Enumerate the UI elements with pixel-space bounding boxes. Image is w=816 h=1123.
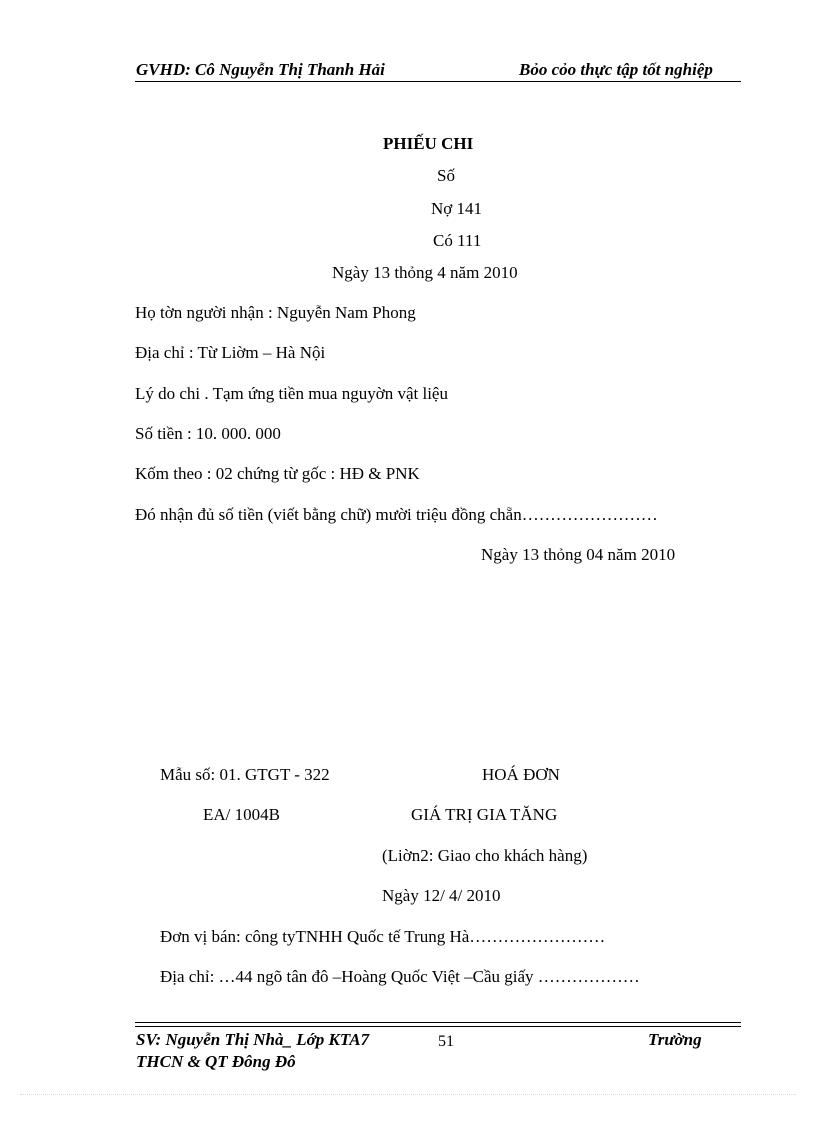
invoice-address: Địa chỉ: …44 ngõ tân đô –Hoàng Quốc Việt –Cầu giấy ……………… xyxy=(160,967,640,986)
footer-rule-top xyxy=(135,1022,741,1023)
header-right: Bỏo cỏo thực tập tốt nghiệp xyxy=(519,60,713,79)
footer-rule-bottom xyxy=(135,1026,741,1027)
invoice-title-vat: GIÁ TRỊ GIA TĂNG xyxy=(411,805,558,824)
page-number: 51 xyxy=(438,1033,454,1050)
invoice-copy: (Liờn2: Giao cho khách hàng) xyxy=(382,846,588,865)
recipient-address: Địa chỉ : Từ Liờm – Hà Nội xyxy=(135,343,326,362)
invoice-seller: Đơn vị bán: công tyTNHH Quốc tế Trung Hà…………………… xyxy=(160,927,606,946)
payment-amount: Số tiền : 10. 000. 000 xyxy=(135,424,281,443)
footer-school: THCN & QT Đông Đô xyxy=(136,1052,296,1071)
voucher-credit: Có 111 xyxy=(433,231,482,250)
voucher-debit: Nợ 141 xyxy=(431,199,483,218)
voucher-title: PHIẾU CHI xyxy=(383,134,474,153)
voucher-sign-date: Ngày 13 thỏng 04 năm 2010 xyxy=(481,545,676,564)
footer-student: SV: Nguyễn Thị Nhà_ Lớp KTA7 xyxy=(136,1030,370,1049)
invoice-serial: EA/ 1004B xyxy=(203,805,280,824)
attached-documents: Kốm theo : 02 chứng từ gốc : HĐ & PNK xyxy=(135,464,420,483)
voucher-date: Ngày 13 thỏng 4 năm 2010 xyxy=(332,263,518,282)
page-edge-divider xyxy=(20,1094,796,1095)
header-left: GVHD: Cô Nguyễn Thị Thanh Hải xyxy=(136,60,385,79)
invoice-form-number: Mẫu số: 01. GTGT - 322 xyxy=(160,765,330,784)
footer-school-label: Trường xyxy=(648,1030,702,1049)
voucher-number-label: Số xyxy=(437,166,455,185)
header-rule xyxy=(135,81,741,82)
payment-reason: Lý do chi . Tạm ứng tiền mua nguyờn vật liệu xyxy=(135,384,448,403)
invoice-title: HOÁ ĐƠN xyxy=(482,765,560,784)
recipient-name: Họ tờn người nhận : Nguyễn Nam Phong xyxy=(135,303,416,322)
invoice-date: Ngày 12/ 4/ 2010 xyxy=(382,886,501,905)
amount-in-words: Đó nhận đủ số tiền (viết bằng chữ) mười triệu đồng chẵn…………………… xyxy=(135,505,658,524)
